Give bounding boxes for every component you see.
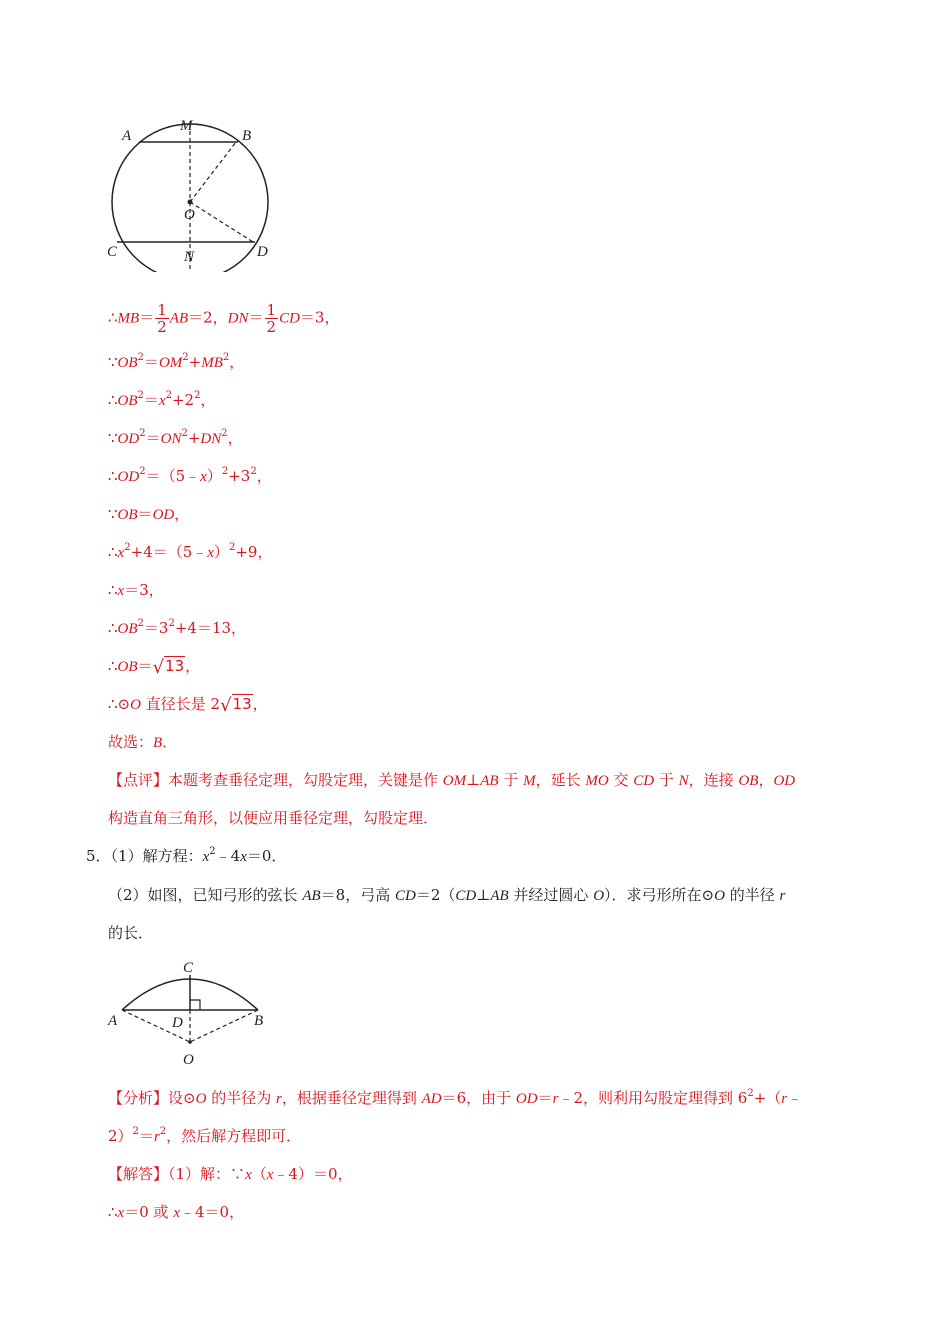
problem-5-part2-line-1: （2）如图，已知弓形的弦长 AB＝8，弓高 CD＝2（CD⊥AB 并经过圆心 O）．求弓形所在⊙O 的半径 r xyxy=(108,886,786,904)
var-ab: AB xyxy=(169,310,189,327)
solution-line-4: $\because OD^2=ON^2+DN^2$， xyxy=(108,428,243,447)
solution-line-5: $\therefore OD^2=(5﹣x)^2+3^2$， xyxy=(108,466,272,485)
label-m: M xyxy=(180,118,193,134)
label-o: O xyxy=(184,207,195,223)
comment-line-2: 构造直角三角形，以便应用垂径定理，勾股定理． xyxy=(108,809,439,827)
label-d: D xyxy=(257,244,268,260)
solution-line-12: 故选：B． xyxy=(108,733,178,751)
label-c: C xyxy=(107,244,118,260)
problem-number: 5． xyxy=(86,847,111,865)
analysis-line-1: 【分析】设⊙O 的半径为 r，根据垂径定理得到 AD＝6，由于 OD＝r﹣2，则利用勾股定理得到 $6^2+(r﹣$ xyxy=(108,1088,803,1107)
fraction-half: $\frac{1}{2}$ xyxy=(157,301,167,336)
sqrt-symbol: √ xyxy=(152,657,165,678)
equals: ＝ xyxy=(139,308,155,327)
solution-line-10: ∴OB＝√13， xyxy=(108,657,201,678)
solution-line-3: $\therefore OB^2=x^2+2^2$， xyxy=(108,390,216,409)
segment-od xyxy=(190,202,253,242)
solution-line-6: ∵OB＝OD， xyxy=(108,505,190,523)
solution-line-11: ∴⊙O 直径长是 2√13， xyxy=(108,695,268,716)
segment-ob xyxy=(190,142,236,202)
segment-figure xyxy=(100,955,280,1070)
solution-line-7: $\therefore x^2+4=(5﹣x)^2+9$， xyxy=(108,542,273,561)
problem-5-part2-line-2: 的长． xyxy=(108,924,154,942)
label-c2: C xyxy=(183,960,194,976)
sqrt-radicand: 13 xyxy=(232,695,252,713)
label-a: A xyxy=(122,128,132,144)
var-dn: DN xyxy=(227,310,249,327)
label-b: B xyxy=(242,128,252,144)
comment-line-1: 【点评】本题考查垂径定理，勾股定理，关键是作 OM⊥AB 于 M，延长 MO 交 CD 于 N，连接 OB，OD xyxy=(108,771,796,789)
analysis-line-2: $2)^2=r^2$，然后解方程即可． xyxy=(108,1126,302,1145)
label-d2: D xyxy=(172,1015,183,1031)
solution-line-8: ∴x＝3， xyxy=(108,581,164,599)
problem-5-line-1: 5．（1）解方程：$x^2﹣4x=0$． xyxy=(86,846,287,865)
solution-line-2: $\because OB^2=OM^2+MB^2$， xyxy=(108,352,245,371)
center-point xyxy=(188,200,193,205)
fraction-half-2: $\frac{1}{2}$ xyxy=(266,301,277,336)
answer-line-1: 【解答】（1）解：∵x（x﹣4）＝0， xyxy=(108,1165,353,1183)
label-a2: A xyxy=(108,1013,118,1029)
therefore-symbol: ∴ xyxy=(108,308,118,327)
solution-line-1: ∴MB＝ $\frac{1}{2}$ AB＝2，DN＝ $\frac{1}{2}$ CD＝3， xyxy=(108,301,340,336)
var-cd: CD xyxy=(279,310,300,327)
solution-line-9: $\therefore OB^2=3^2+4=13$， xyxy=(108,618,247,637)
segment-bo xyxy=(190,1010,258,1042)
answer-tag: 【解答】 xyxy=(108,1165,169,1183)
sqrt-radicand: 13 xyxy=(165,657,185,675)
label-b2: B xyxy=(254,1013,264,1029)
sqrt-symbol: √ xyxy=(220,695,232,716)
answer-line-2: ∴x＝0 或 x﹣4＝0， xyxy=(108,1203,245,1221)
right-angle-mark xyxy=(190,1000,200,1010)
label-n: N xyxy=(184,249,195,265)
var-mb: MB xyxy=(117,310,140,327)
circle-figure xyxy=(100,112,275,272)
center-point-2 xyxy=(188,1040,192,1044)
analysis-tag: 【分析】 xyxy=(108,1089,169,1107)
label-o2: O xyxy=(183,1052,194,1068)
comment-tag: 【点评】 xyxy=(108,771,169,789)
